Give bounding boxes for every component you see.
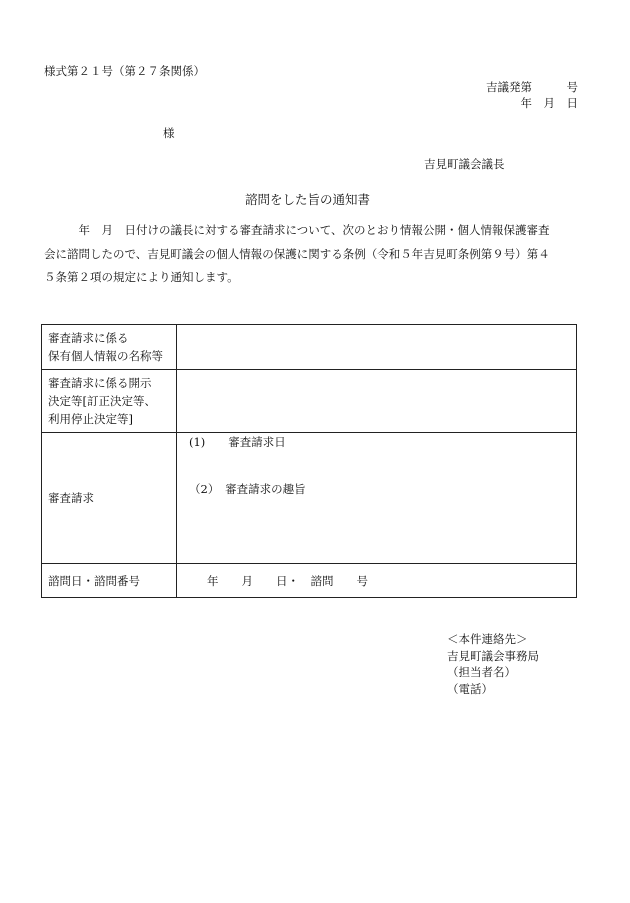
body-line: 会に諮問したので、吉見町議会の個人情報の保護に関する条例（令和５年吉見町条例第９号）第４ [44,246,550,261]
label-line: 審査請求に係る開示 [48,376,152,390]
label-line: 決定等[訂正決定等、 [48,394,156,408]
request-info-table [41,324,577,598]
row-label-consultation: 諮問日・諮問番号 [42,564,177,598]
field-review-request[interactable] [177,433,577,564]
label-line: 審査請求に係る [48,331,129,345]
row-label-disclosure-decision [42,370,177,433]
row-label-review-request: 審査請求 [42,433,177,564]
document-title: 諮問をした旨の通知書 [245,192,371,207]
body-text [44,219,580,290]
body-line: ５条第２項の規定により通知します。 [44,270,239,284]
field-disclosure-decision[interactable] [177,370,577,433]
body-line: 年 月 日付けの議長に対する審査請求について、次のとおり情報公開・個人情報保護審査 [44,223,550,237]
form-number: 様式第２１号（第２７条関係） [44,64,205,78]
contact-person: （担当者名） [447,665,516,679]
document-date: 年 月 日 [520,96,578,110]
contact-office: 吉見町議会事務局 [447,648,539,663]
field-consultation[interactable]: 年 月 日・ 諮問 号 [177,564,577,598]
sender-name: 吉見町議会議長 [424,157,505,171]
review-request-date-item: (1) 審査請求日 [189,435,286,449]
contact-block [447,631,539,697]
contact-phone: （電話） [447,681,493,696]
document-number: 吉議発第 号 [486,80,578,94]
row-label-info-name [42,325,177,370]
label-line: 利用停止決定等] [48,412,133,426]
review-request-purpose-item: （2） 審査請求の趣旨 [189,482,306,496]
recipient-suffix: 様 [163,126,175,140]
contact-heading: ＜本件連絡先＞ [447,632,528,646]
field-info-name[interactable] [177,325,577,370]
label-line: 保有個人情報の名称等 [48,349,163,363]
